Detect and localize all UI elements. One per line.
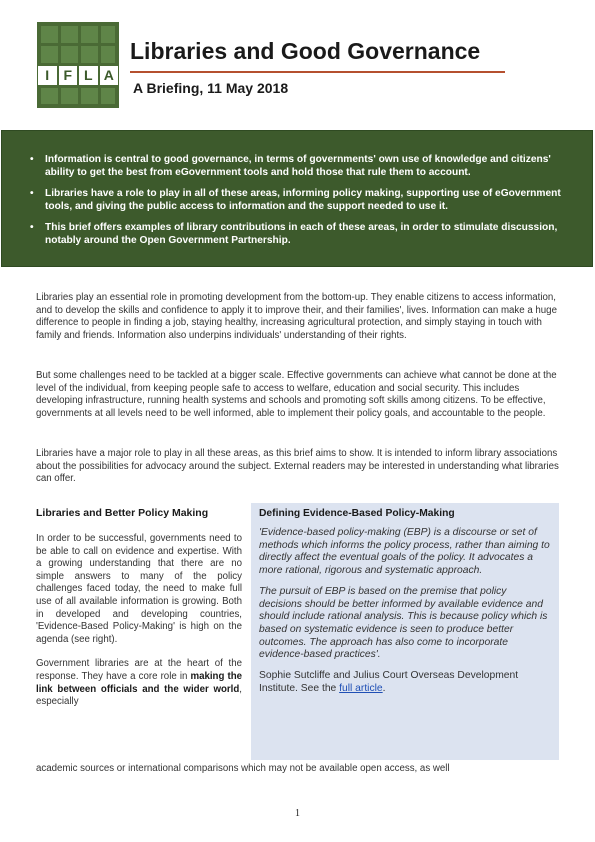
page-number: 1 xyxy=(295,808,300,819)
title-rule xyxy=(130,71,505,73)
logo-letter: I xyxy=(38,66,57,85)
logo-letter: A xyxy=(100,66,119,85)
section-paragraph: In order to be successful, governments need to be able to call on evidence and expertise. With a growing understanding that there are no simple answers to many of the policy challenges faced today, the need to make full use of all available information is growing. Both in developed and developing countries, 'Evidence-Based Policy-Making' is high on the agenda (see right). xyxy=(36,533,242,645)
intro-paragraph: Libraries have a major role to play in all these areas, as this brief aims to show. It is intended to inform library associations about the possibilities for advocacy around the subject. External readers may be interested in understanding what libraries can offer. xyxy=(36,448,559,484)
intro-paragraph: But some challenges need to be tackled at a bigger scale. Effective governments can achieve what cannot be done at the level of the individual, from keeping people safe to access to welfare, education and social security. This includes developing infrastructure, running health systems and schools and promoting soft skills among citizens. To be effective, governments at all levels need to be well informed, able to implement their policy goals, and accountable to the people. xyxy=(36,370,557,419)
logo-grid-pattern xyxy=(37,22,119,108)
key-point-item: • Libraries have a role to play in all of these areas, informing policy making, supporting use of eGovernment tools, and giving the public access to information and the support needed to use it. xyxy=(30,187,570,213)
box-heading: Defining Evidence-Based Policy-Making xyxy=(259,508,455,519)
document-subtitle: A Briefing, 11 May 2018 xyxy=(133,80,289,96)
key-point-item: • This brief offers examples of library contributions in each of these areas, in order to stimulate discussion, notably around the Open Government Partnership. xyxy=(30,221,570,247)
document-title: Libraries and Good Governance xyxy=(130,38,481,64)
key-points-box xyxy=(1,130,593,267)
paragraph-text: , especially xyxy=(36,683,242,708)
continuation-text: academic sources or international comparisons which may not be available open access, as well xyxy=(36,763,450,774)
bold-phrase: making the link between officials and the wider world xyxy=(36,670,243,695)
section-paragraph xyxy=(36,658,242,708)
logo-letter: L xyxy=(79,66,98,85)
key-point-item: • Information is central to good governance, in terms of governments' own use of knowledge and citizens' ability to get the best from eGovernment tools and hold those that rule them to account. xyxy=(30,153,570,179)
box-quote: The pursuit of EBP is based on the premise that policy decisions should be better informed by available evidence and should include rational analysis. This is because policy which is based on systematic evidence is seen to produce better outcomes. The approach has also come to incorporate evidence-based practices'. xyxy=(259,585,548,661)
definition-box xyxy=(251,503,559,760)
intro-paragraph: Libraries play an essential role in promoting development from the bottom-up. They enable citizens to access information, and to develop the skills and confidence to apply it to improve their, and their families', lives. Information can make a huge difference to people in finding a job, staying healthy, increasing agricultural protection, and simply staying in touch with family and friends. Information also underpins individuals' understanding of their rights. xyxy=(36,292,557,341)
box-credit xyxy=(259,670,551,695)
logo-letters xyxy=(37,66,119,85)
policy-making-section xyxy=(36,507,242,721)
paragraph-text: Government libraries are at the heart of the response. They have a core role in xyxy=(36,658,242,682)
box-quote: 'Evidence-based policy-making (EBP) is a discourse or set of methods which informs the policy process, rather than aiming to directly affect the eventual goals of the policy. It advocates a more rational, rigorous and systematic approach. xyxy=(259,527,550,577)
ifla-logo xyxy=(37,22,119,108)
credit-end: . xyxy=(382,682,386,694)
full-article-link[interactable]: full article xyxy=(339,682,383,694)
key-points-list xyxy=(30,153,570,255)
logo-letter: F xyxy=(59,66,78,85)
credit-text: Sophie Sutcliffe and Julius Court Overseas Development Institute. See the xyxy=(259,670,519,694)
section-heading: Libraries and Better Policy Making xyxy=(36,507,209,519)
